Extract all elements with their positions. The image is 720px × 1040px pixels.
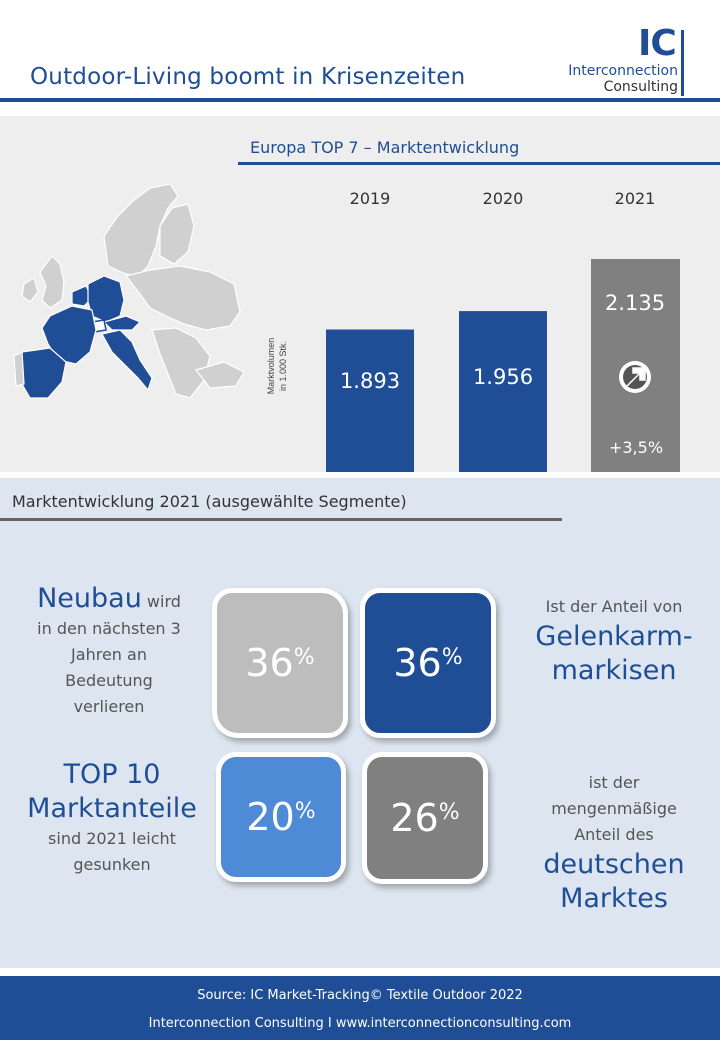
value-label-2020: 1.956 (472, 365, 534, 389)
map-portugal (14, 352, 24, 386)
footer-company: Interconnection Consulting I www.interconnectionconsulting.com (148, 1016, 572, 1031)
tile-top10 (216, 752, 346, 882)
deutsch-line-2: mengenmäßige (551, 799, 677, 818)
tile-neubau (212, 588, 348, 738)
neubau-line-1: in den nächsten 3 (37, 619, 181, 638)
logo-line1: Interconnection (568, 63, 678, 79)
neubau-highlight: Neubau (37, 583, 142, 614)
tile-neubau-pct: % (293, 644, 315, 670)
chart-svg (0, 116, 720, 472)
gelenkarm-text (516, 594, 712, 688)
tile-top10-pct: % (294, 798, 316, 824)
page-title: Outdoor-Living boomt in Krisenzeiten (30, 64, 466, 90)
deutsch-highlight-1: deutschen (543, 849, 685, 880)
map-italy (102, 330, 152, 390)
map-east (126, 266, 240, 330)
bar-2020 (459, 311, 547, 472)
deutsch-text (516, 770, 712, 916)
top10-line-2: gesunken (73, 855, 151, 874)
tile-neubau-value: 36 (245, 641, 294, 685)
deutsch-highlight-2: Marktes (560, 883, 668, 914)
top10-line-1: sind 2021 leicht (48, 829, 176, 848)
map-spain (22, 348, 66, 398)
deutsch-line-1: ist der (588, 773, 640, 792)
gelenkarm-intro: Ist der Anteil von (545, 597, 683, 616)
europe-map (14, 184, 244, 398)
ylabel-line1: Marktvolumen (266, 337, 276, 395)
header-rule (0, 98, 720, 102)
value-label-2019: 1.893 (339, 369, 401, 393)
chart-title: Europa TOP 7 – Marktentwicklung (250, 138, 520, 157)
year-label-2021: 2021 (614, 189, 656, 208)
gelenkarm-highlight-2: markisen (551, 655, 677, 686)
y-axis-label (266, 338, 288, 395)
value-label-2021: 2.135 (604, 291, 666, 315)
tile-deutsch-pct: % (438, 799, 460, 825)
growth-arrow-icon (619, 361, 651, 393)
tile-top10-value: 20 (246, 795, 295, 839)
footer-source: Source: IC Market-Tracking© Textile Outdoor 2022 (197, 988, 523, 1003)
tile-deutsch-value: 26 (390, 796, 439, 840)
map-ireland (22, 278, 38, 302)
deutsch-line-3: Anteil des (574, 825, 654, 844)
growth-label: +3,5% (608, 438, 664, 457)
top10-highlight-2: Marktanteile (27, 793, 197, 824)
logo-mark: IC (638, 23, 676, 64)
tile-gelenkarm-value: 36 (393, 641, 442, 685)
tile-gelenkarm-pct: % (441, 644, 463, 670)
neubau-text (14, 582, 204, 720)
tile-deutsch (362, 752, 488, 884)
logo-line2: Consulting (603, 79, 678, 95)
year-label-2020: 2020 (482, 189, 524, 208)
neubau-tail: wird (146, 592, 181, 611)
ylabel-line2: in 1.000 Stk. (278, 340, 288, 392)
neubau-line-4: verlieren (73, 697, 145, 716)
logo-bar (681, 30, 684, 96)
top10-text (14, 758, 210, 878)
map-uk (40, 256, 64, 308)
top10-highlight-1: TOP 10 (63, 759, 161, 790)
segments-rule (0, 518, 562, 521)
tile-gelenkarm (360, 588, 496, 738)
neubau-line-3: Bedeutung (65, 671, 153, 690)
gelenkarm-highlight-1: Gelenkarm- (535, 621, 693, 652)
segments-title: Marktentwicklung 2021 (ausgewählte Segmente) (12, 492, 407, 511)
bar-2019 (326, 330, 414, 473)
year-label-2019: 2019 (349, 189, 391, 208)
neubau-line-2: Jahren an (71, 645, 147, 664)
chart-title-rule (238, 162, 720, 165)
map-balkans (152, 328, 210, 398)
